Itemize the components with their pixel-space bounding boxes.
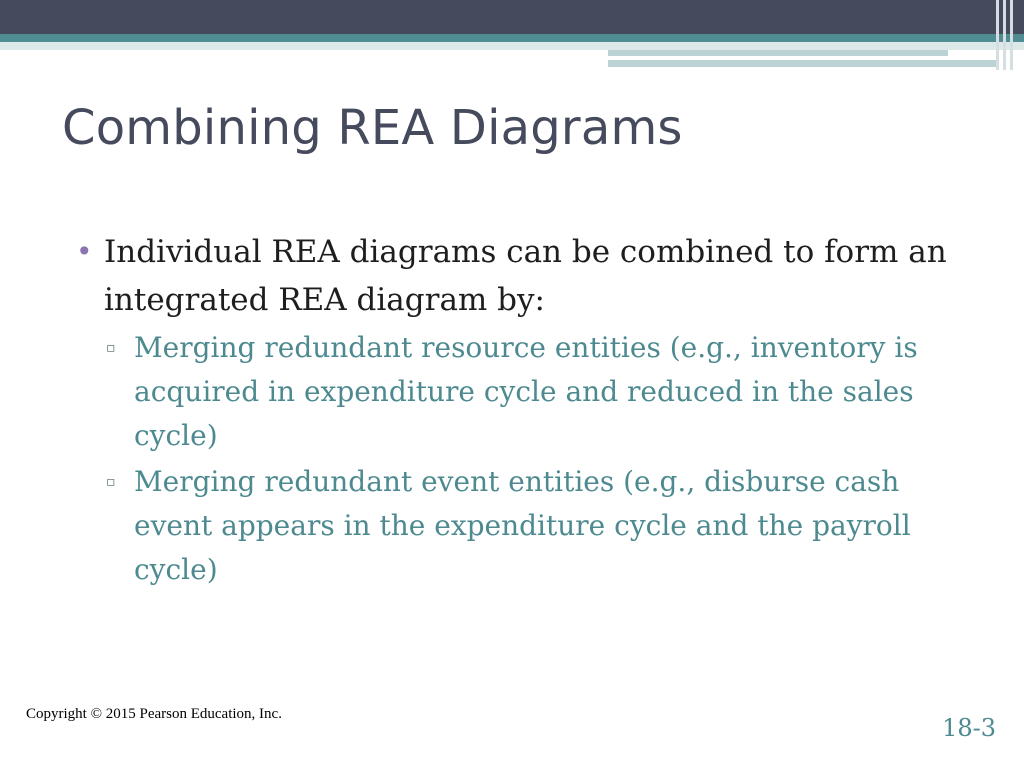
slide-body [74,228,954,592]
header-bar [0,0,1024,34]
slide-title: Combining REA Diagrams [62,100,683,156]
sub-bullet-1 [102,326,954,458]
sub-bullet-text: Merging redundant resource entities (e.g., inventory is acquired in expenditure cycle and reduced in the sales cycle) [134,331,918,452]
bullet-dot-icon: • [76,235,93,268]
header-band-accent-2 [608,60,998,67]
page-number: 18-3 [942,714,996,742]
square-bullet-icon: ▫ [106,340,116,356]
corner-stripe-3 [1010,0,1013,70]
main-bullet-text: Individual REA diagrams can be combined to form an integrated REA diagram by: [104,234,947,318]
sub-bullet-text: Merging redundant event entities (e.g., disburse cash event appears in the expenditure cycle and the payroll cycle) [134,465,911,586]
header-band-teal [0,34,1024,42]
header-band-light [0,42,1024,50]
copyright-notice: Copyright © 2015 Pearson Education, Inc. [26,706,282,722]
sub-bullet-2 [102,460,954,592]
header-band-accent-1 [608,50,948,56]
corner-stripe-1 [996,0,999,70]
corner-stripe-2 [1003,0,1006,70]
square-bullet-icon: ▫ [106,474,116,490]
main-bullet [74,228,954,324]
